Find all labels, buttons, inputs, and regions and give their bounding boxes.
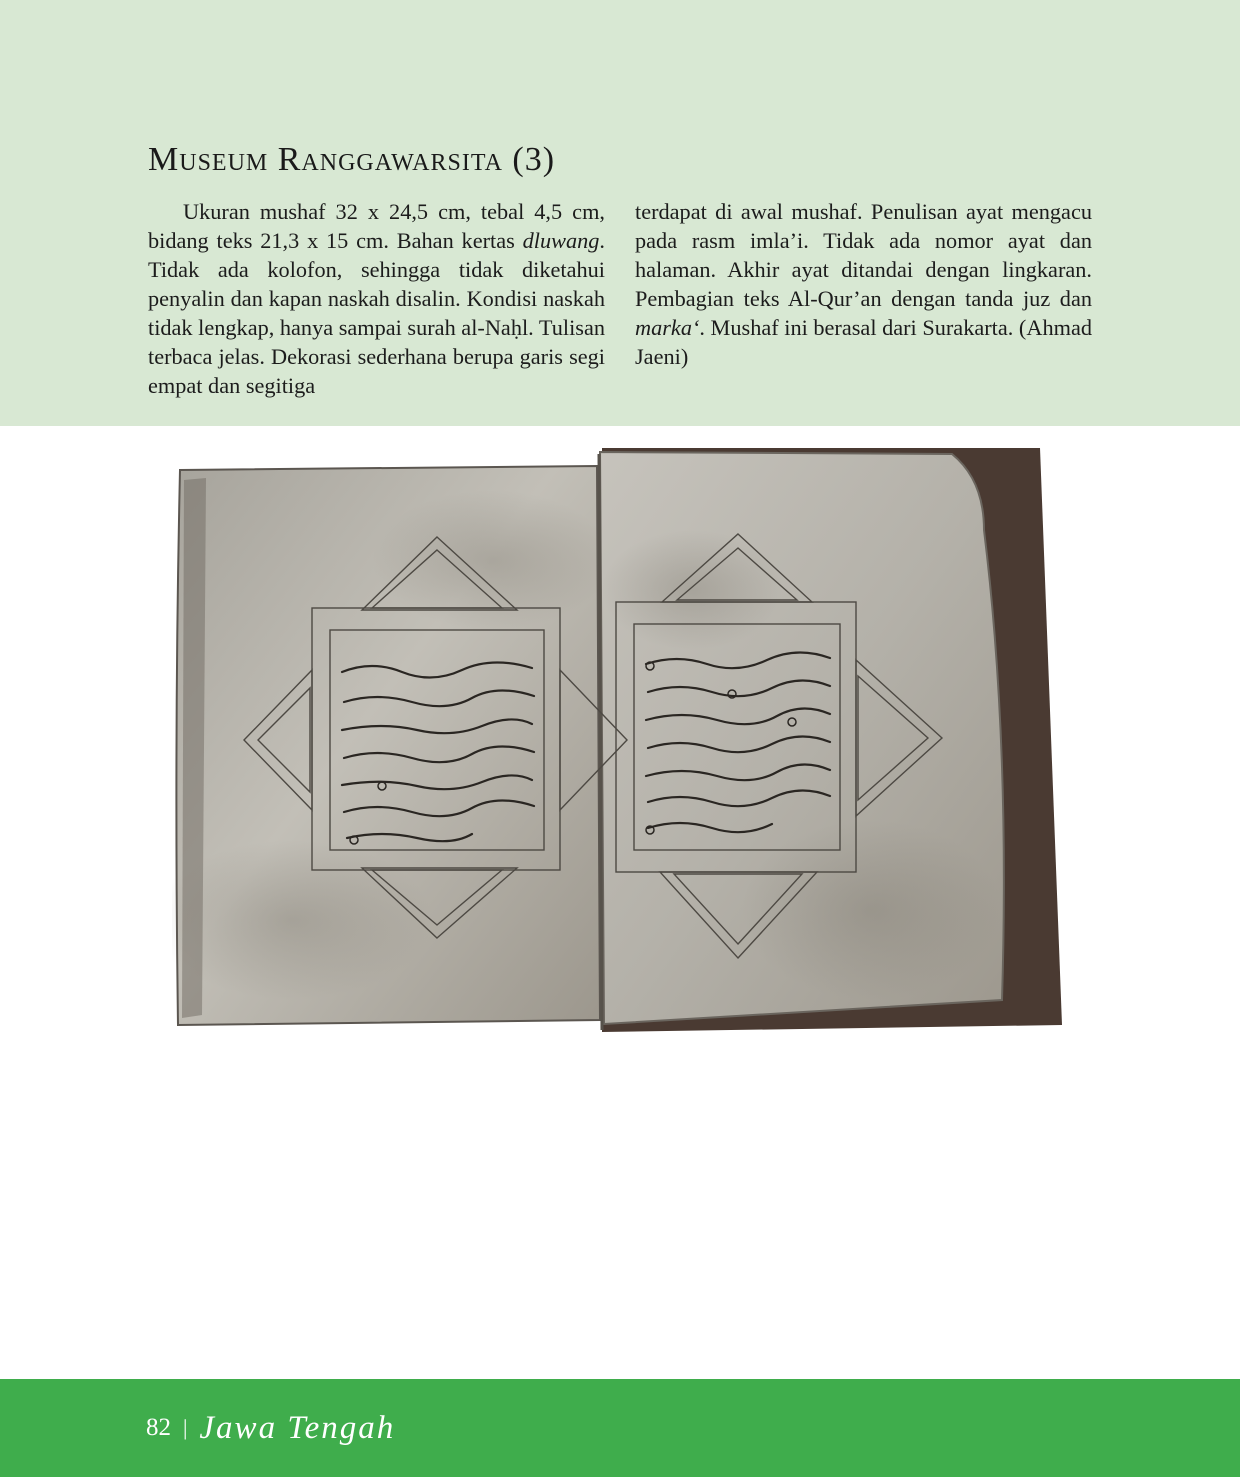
body-column-right (635, 197, 1092, 371)
page-footer (146, 1408, 395, 1448)
body-paragraph-left (148, 197, 605, 400)
manuscript-photo (172, 440, 1072, 1040)
page-title: Museum Ranggawarsita (3) (148, 141, 556, 178)
text-run: Ukuran mushaf 32 x 24,5 cm, tebal 4,5 cm, bidang teks 21,3 x 15 cm. Bahan kertas (148, 199, 605, 253)
body-column-left (148, 197, 605, 400)
page-number: 82 (146, 1414, 171, 1441)
italic-term: marka‘ (635, 315, 700, 340)
region-name: Jawa Tengah (199, 1409, 396, 1446)
italic-term: dluwang (522, 228, 600, 253)
text-run: terdapat di awal mushaf. Penulisan ayat mengacu pada rasm imla’i. Tidak ada nomor ayat dan halaman. Akhir ayat ditandai dengan lingkaran. Pembagian teks Al-Qur’an dengan tanda juz dan (635, 199, 1092, 311)
footer-separator: | (183, 1415, 188, 1440)
text-run: . Mushaf ini berasal dari Surakarta. (Ahmad Jaeni) (635, 315, 1092, 369)
manuscript-illustration (172, 440, 1072, 1040)
body-paragraph-right (635, 197, 1092, 371)
text-run: . Tidak ada kolofon, sehingga tidak diketahui penyalin dan kapan naskah disalin. Kondisi naskah tidak lengkap, hanya sampai surah al-Naḥl. Tulisan terbaca jelas. Dekorasi sederhana berupa garis segi empat dan segitiga (148, 228, 605, 398)
